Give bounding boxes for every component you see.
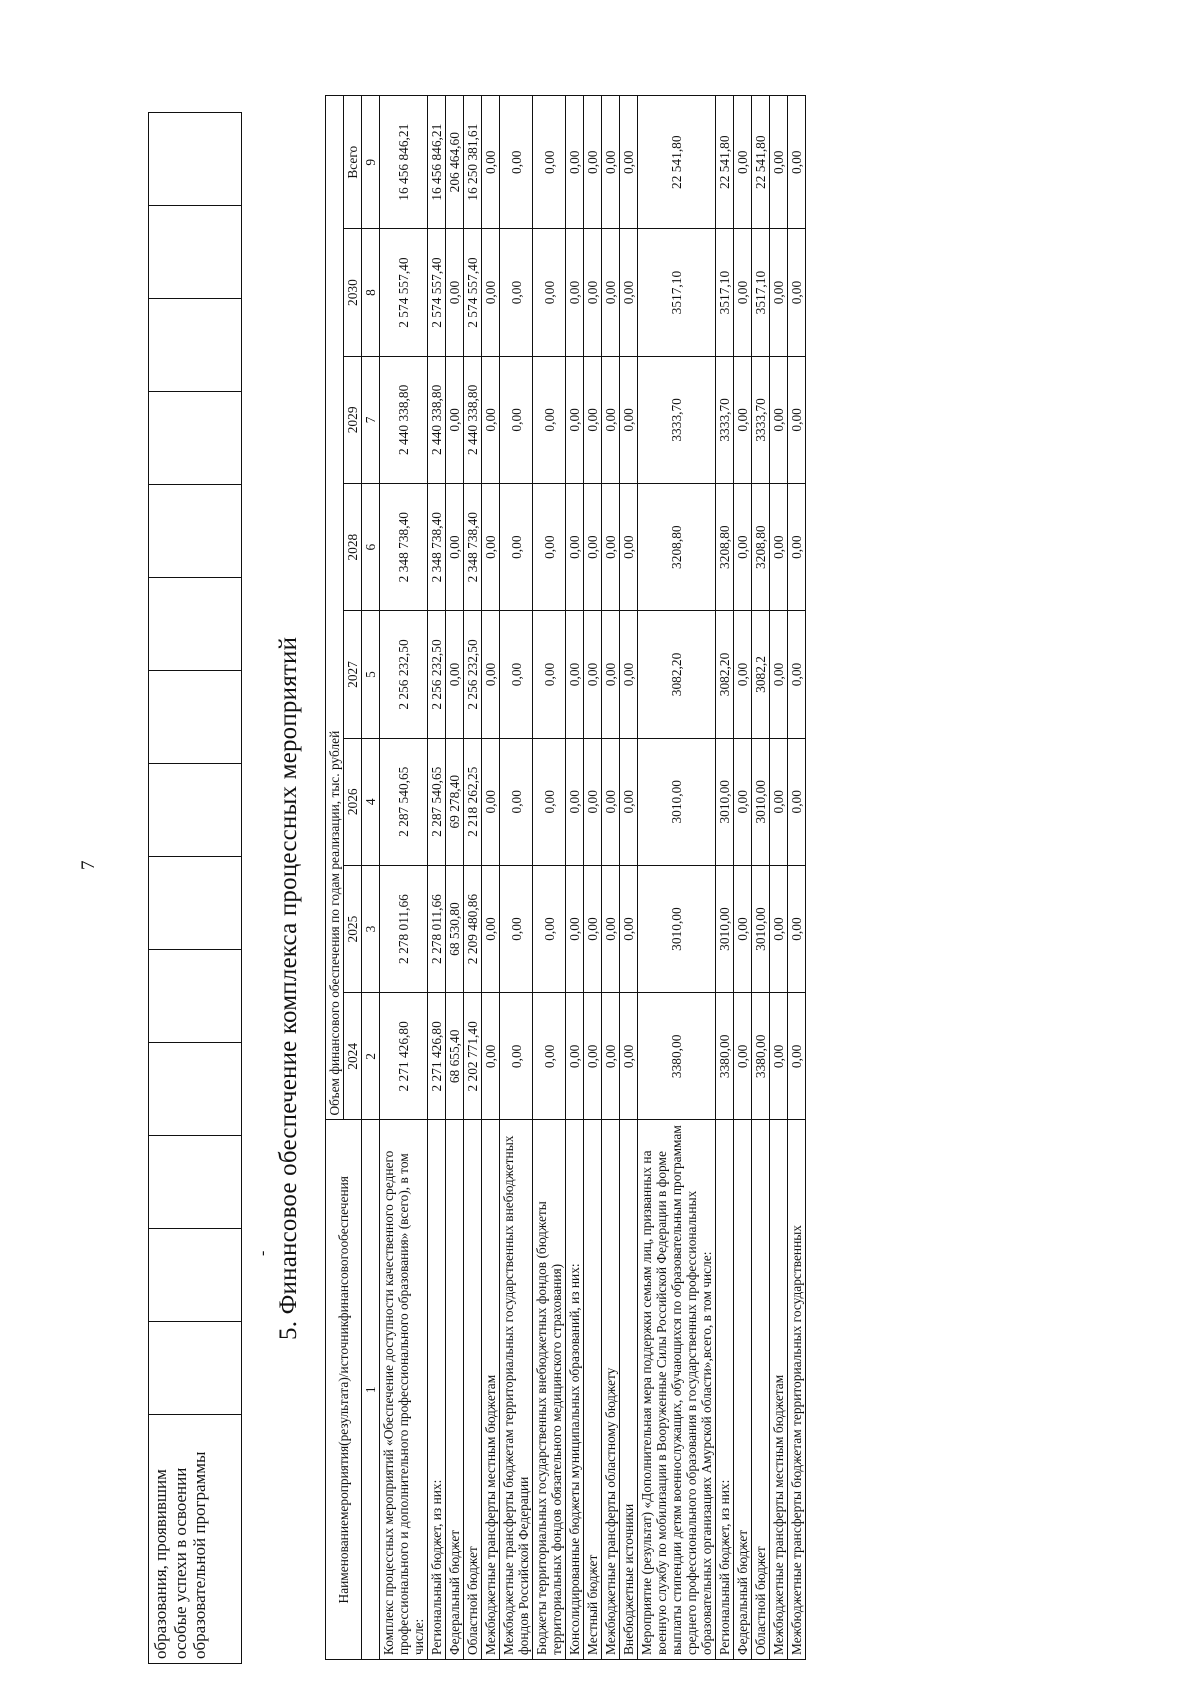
previous-table-cell: [149, 206, 242, 299]
row-total-cell: 0,00: [584, 96, 602, 229]
row-name-cell: Межбюджетные трансферты областному бюджету: [602, 1120, 620, 1660]
row-name-cell: Консолидированные бюджеты муниципальных образований, из них:: [566, 1120, 584, 1660]
row-value-cell: 3517,10: [638, 229, 716, 356]
row-value-cell: 3380,00: [752, 993, 770, 1120]
row-value-cell: 2 202 771,40: [464, 993, 482, 1120]
row-value-cell: 0,00: [788, 611, 806, 738]
row-value-cell: 0,00: [533, 738, 566, 865]
row-value-cell: 0,00: [584, 738, 602, 865]
row-value-cell: 0,00: [500, 993, 533, 1120]
row-value-cell: 0,00: [482, 229, 500, 356]
row-value-cell: 3333,70: [752, 356, 770, 483]
table-row: [716, 96, 734, 1660]
row-value-cell: 0,00: [446, 229, 464, 356]
row-value-cell: 0,00: [566, 484, 584, 611]
row-value-cell: 0,00: [482, 484, 500, 611]
row-value-cell: 0,00: [566, 865, 584, 992]
table-row: [446, 96, 464, 1660]
row-total-cell: 16 456 846,21: [428, 96, 446, 229]
header-year: 2027: [344, 611, 362, 738]
row-value-cell: 3082,20: [716, 611, 734, 738]
row-value-cell: 2 271 426,80: [428, 993, 446, 1120]
row-value-cell: 0,00: [770, 229, 788, 356]
row-value-cell: 2 287 540,65: [428, 738, 446, 865]
row-value-cell: 0,00: [602, 738, 620, 865]
row-value-cell: 0,00: [566, 738, 584, 865]
row-total-cell: 0,00: [500, 96, 533, 229]
table-row: [566, 96, 584, 1660]
row-name-cell: Региональный бюджет, из них:: [428, 1120, 446, 1660]
table-row: [770, 96, 788, 1660]
header-row-indices: [362, 96, 380, 1660]
header-year: 2024: [344, 993, 362, 1120]
row-value-cell: 3082,20: [638, 611, 716, 738]
header-index: 5: [362, 611, 380, 738]
previous-table-cell: [149, 1229, 242, 1322]
header-index: 9: [362, 96, 380, 229]
row-value-cell: 0,00: [584, 356, 602, 483]
row-value-cell: 0,00: [788, 993, 806, 1120]
row-value-cell: 0,00: [770, 356, 788, 483]
row-value-cell: 0,00: [566, 229, 584, 356]
row-name-cell: Мероприятие (результат) «Дополнительная мера поддержки семьям лиц, призванных на военную службу по мобилизации в Вооруженные Силы Российской Федерации в форме выплаты стипендии детям военнослужащих, обучающихся по образовательным программам среднего профессионального образования в государственных профессиональных образовательных организациях Амурской области»,всего, в том числе:: [638, 1120, 716, 1660]
header-year: 2030: [344, 229, 362, 356]
row-value-cell: 0,00: [566, 356, 584, 483]
previous-table-cell: [149, 857, 242, 950]
row-value-cell: 0,00: [788, 356, 806, 483]
row-value-cell: 0,00: [734, 865, 752, 992]
row-value-cell: 0,00: [533, 229, 566, 356]
row-name-cell: Межбюджетные трансферты местным бюджетам: [482, 1120, 500, 1660]
header-index: 1: [362, 1120, 380, 1660]
row-value-cell: 0,00: [734, 738, 752, 865]
row-value-cell: 0,00: [446, 611, 464, 738]
row-name-cell: Внебюджетные источники: [620, 1120, 638, 1660]
row-value-cell: 3082,2: [752, 611, 770, 738]
row-value-cell: 3208,80: [716, 484, 734, 611]
row-value-cell: 2 271 426,80: [380, 993, 428, 1120]
header-row-group: [326, 96, 344, 1660]
previous-table-cell: [149, 299, 242, 392]
previous-table-cell: [149, 671, 242, 764]
table-row: [584, 96, 602, 1660]
previous-table-row: [149, 113, 242, 1664]
row-value-cell: 3380,00: [638, 993, 716, 1120]
row-value-cell: 0,00: [788, 229, 806, 356]
row-value-cell: 2 256 232,50: [380, 611, 428, 738]
header-index: 3: [362, 865, 380, 992]
header-name-column: Наименованиемероприятия(результата)/источникфинансовогообеспечения: [326, 1120, 362, 1660]
row-value-cell: 0,00: [602, 611, 620, 738]
row-value-cell: 2 348 738,40: [464, 484, 482, 611]
row-total-cell: 0,00: [770, 96, 788, 229]
row-value-cell: 0,00: [500, 229, 533, 356]
row-value-cell: 2 440 338,80: [380, 356, 428, 483]
row-value-cell: 0,00: [770, 993, 788, 1120]
previous-table-first-cell: образования, проявившим особые успехи в освоении образовательной программы: [149, 1415, 242, 1664]
row-total-cell: 16 456 846,21: [380, 96, 428, 229]
row-value-cell: 69 278,40: [446, 738, 464, 865]
row-value-cell: 3333,70: [716, 356, 734, 483]
header-index: 8: [362, 229, 380, 356]
row-value-cell: 0,00: [533, 611, 566, 738]
previous-table-fragment: [148, 112, 242, 1664]
row-value-cell: 0,00: [620, 229, 638, 356]
row-total-cell: 0,00: [602, 96, 620, 229]
table-row: [602, 96, 620, 1660]
previous-table-cell: [149, 1043, 242, 1136]
row-value-cell: 0,00: [482, 356, 500, 483]
row-name-cell: Региональный бюджет, из них:: [716, 1120, 734, 1660]
row-value-cell: 2 348 738,40: [380, 484, 428, 611]
row-value-cell: 0,00: [620, 993, 638, 1120]
header-year: 2026: [344, 738, 362, 865]
table-body: [380, 96, 806, 1660]
header-year: 2025: [344, 865, 362, 992]
row-value-cell: 0,00: [500, 611, 533, 738]
row-value-cell: 0,00: [602, 356, 620, 483]
row-value-cell: 0,00: [734, 993, 752, 1120]
previous-table-cell: [149, 1136, 242, 1229]
row-value-cell: 0,00: [500, 484, 533, 611]
row-value-cell: 0,00: [602, 229, 620, 356]
row-value-cell: 0,00: [584, 484, 602, 611]
row-value-cell: 0,00: [482, 738, 500, 865]
row-name-cell: Межбюджетные трансферты местным бюджетам: [770, 1120, 788, 1660]
row-value-cell: 68 655,40: [446, 993, 464, 1120]
row-value-cell: 0,00: [533, 356, 566, 483]
header-index: 7: [362, 356, 380, 483]
row-value-cell: 0,00: [446, 356, 464, 483]
row-value-cell: 3208,80: [752, 484, 770, 611]
row-value-cell: 0,00: [602, 993, 620, 1120]
row-name-cell: Областной бюджет: [752, 1120, 770, 1660]
row-total-cell: 0,00: [566, 96, 584, 229]
row-value-cell: 0,00: [446, 484, 464, 611]
row-value-cell: 0,00: [533, 865, 566, 992]
row-value-cell: 0,00: [770, 611, 788, 738]
row-value-cell: 3208,80: [638, 484, 716, 611]
row-total-cell: 0,00: [788, 96, 806, 229]
row-value-cell: 3010,00: [752, 865, 770, 992]
row-value-cell: 0,00: [602, 484, 620, 611]
row-total-cell: 0,00: [734, 96, 752, 229]
row-value-cell: 2 256 232,50: [428, 611, 446, 738]
row-name-cell: Комплекс процессных мероприятий «Обеспечение доступности качественного среднего профессионального и дополнительного профессионального образования» (всего), в том числе:: [380, 1120, 428, 1660]
header-year: 2029: [344, 356, 362, 483]
row-value-cell: 68 530,80: [446, 865, 464, 992]
row-total-cell: 16 250 381,61: [464, 96, 482, 229]
header-year: 2028: [344, 484, 362, 611]
row-value-cell: 0,00: [584, 993, 602, 1120]
row-name-cell: Межбюджетные трансферты бюджетам территориальных государственных: [788, 1120, 806, 1660]
previous-table-cell: [149, 113, 242, 206]
row-value-cell: 0,00: [482, 611, 500, 738]
row-value-cell: 3010,00: [752, 738, 770, 865]
row-value-cell: 0,00: [734, 356, 752, 483]
row-total-cell: 206 464,60: [446, 96, 464, 229]
table-row: [380, 96, 428, 1660]
row-value-cell: 0,00: [770, 484, 788, 611]
previous-table-cell: [149, 578, 242, 671]
row-value-cell: 3333,70: [638, 356, 716, 483]
row-value-cell: 0,00: [533, 993, 566, 1120]
row-value-cell: 0,00: [566, 993, 584, 1120]
row-value-cell: 2 574 557,40: [428, 229, 446, 356]
row-value-cell: 2 218 262,25: [464, 738, 482, 865]
row-value-cell: 3010,00: [638, 865, 716, 992]
row-value-cell: 3010,00: [638, 738, 716, 865]
row-name-cell: Областной бюджет: [464, 1120, 482, 1660]
row-name-cell: Бюджеты территориальных государственных внебюджетных фондов (бюджеты территориальных фондов обязательного медицинского страхования): [533, 1120, 566, 1660]
table-row: [464, 96, 482, 1660]
row-name-cell: Федеральный бюджет: [446, 1120, 464, 1660]
row-value-cell: 3010,00: [716, 738, 734, 865]
row-value-cell: 3380,00: [716, 993, 734, 1120]
row-value-cell: 2 278 011,66: [380, 865, 428, 992]
row-value-cell: 2 348 738,40: [428, 484, 446, 611]
row-value-cell: 0,00: [788, 865, 806, 992]
row-value-cell: 0,00: [734, 611, 752, 738]
table-row: [788, 96, 806, 1660]
row-value-cell: 0,00: [788, 738, 806, 865]
table-row: [638, 96, 716, 1660]
row-value-cell: 0,00: [584, 865, 602, 992]
previous-table-cell: [149, 392, 242, 485]
page-number: 7: [78, 860, 99, 870]
row-value-cell: 2 256 232,50: [464, 611, 482, 738]
previous-table-cell: [149, 764, 242, 857]
row-name-cell: Федеральный бюджет: [734, 1120, 752, 1660]
row-value-cell: 0,00: [584, 229, 602, 356]
row-value-cell: 2 287 540,65: [380, 738, 428, 865]
table-row: [620, 96, 638, 1660]
row-value-cell: 0,00: [620, 611, 638, 738]
section-title: 5. Финансовое обеспечение комплекса процессных мероприятий: [275, 636, 302, 1340]
table-row: [752, 96, 770, 1660]
table-row: [734, 96, 752, 1660]
previous-table-cell: [149, 1322, 242, 1415]
row-value-cell: 2 574 557,40: [380, 229, 428, 356]
row-value-cell: 2 440 338,80: [464, 356, 482, 483]
row-value-cell: 0,00: [620, 356, 638, 483]
row-value-cell: 0,00: [482, 865, 500, 992]
header-index: 4: [362, 738, 380, 865]
row-value-cell: 0,00: [734, 229, 752, 356]
previous-table-cell: [149, 485, 242, 578]
row-value-cell: 0,00: [500, 865, 533, 992]
row-value-cell: 0,00: [770, 738, 788, 865]
row-name-cell: Местный бюджет: [584, 1120, 602, 1660]
header-index: 6: [362, 484, 380, 611]
dash-mark: -: [254, 1250, 271, 1256]
row-value-cell: 2 440 338,80: [428, 356, 446, 483]
row-value-cell: 3517,10: [716, 229, 734, 356]
row-value-cell: 3010,00: [716, 865, 734, 992]
header-financing-volume: Объем финансового обеспечения по годам реализации, тыс. рублей: [326, 96, 344, 1121]
row-value-cell: 0,00: [770, 865, 788, 992]
row-value-cell: 0,00: [500, 738, 533, 865]
header-total: Всего: [344, 96, 362, 229]
row-value-cell: 0,00: [620, 865, 638, 992]
table-row: [482, 96, 500, 1660]
row-total-cell: 22 541,80: [638, 96, 716, 229]
table-row: [533, 96, 566, 1660]
header-index: 2: [362, 993, 380, 1120]
row-value-cell: 0,00: [500, 356, 533, 483]
row-total-cell: 22 541,80: [752, 96, 770, 229]
row-value-cell: 2 278 011,66: [428, 865, 446, 992]
row-value-cell: 0,00: [584, 611, 602, 738]
row-value-cell: 0,00: [602, 865, 620, 992]
row-total-cell: 0,00: [482, 96, 500, 229]
row-value-cell: 0,00: [482, 993, 500, 1120]
previous-table-cell: [149, 950, 242, 1043]
financing-table: [325, 95, 806, 1660]
row-total-cell: 22 541,80: [716, 96, 734, 229]
row-value-cell: 0,00: [620, 484, 638, 611]
row-value-cell: 0,00: [533, 484, 566, 611]
row-value-cell: 0,00: [620, 738, 638, 865]
table-row: [500, 96, 533, 1660]
row-total-cell: 0,00: [533, 96, 566, 229]
table-row: [428, 96, 446, 1660]
row-value-cell: 3517,10: [752, 229, 770, 356]
row-value-cell: 2 209 480,86: [464, 865, 482, 992]
row-value-cell: 2 574 557,40: [464, 229, 482, 356]
row-value-cell: 0,00: [788, 484, 806, 611]
row-value-cell: 0,00: [734, 484, 752, 611]
row-name-cell: Межбюджетные трансферты бюджетам территориальных государственных внебюджетных фондов Российской Федерации: [500, 1120, 533, 1660]
row-total-cell: 0,00: [620, 96, 638, 229]
row-value-cell: 0,00: [566, 611, 584, 738]
